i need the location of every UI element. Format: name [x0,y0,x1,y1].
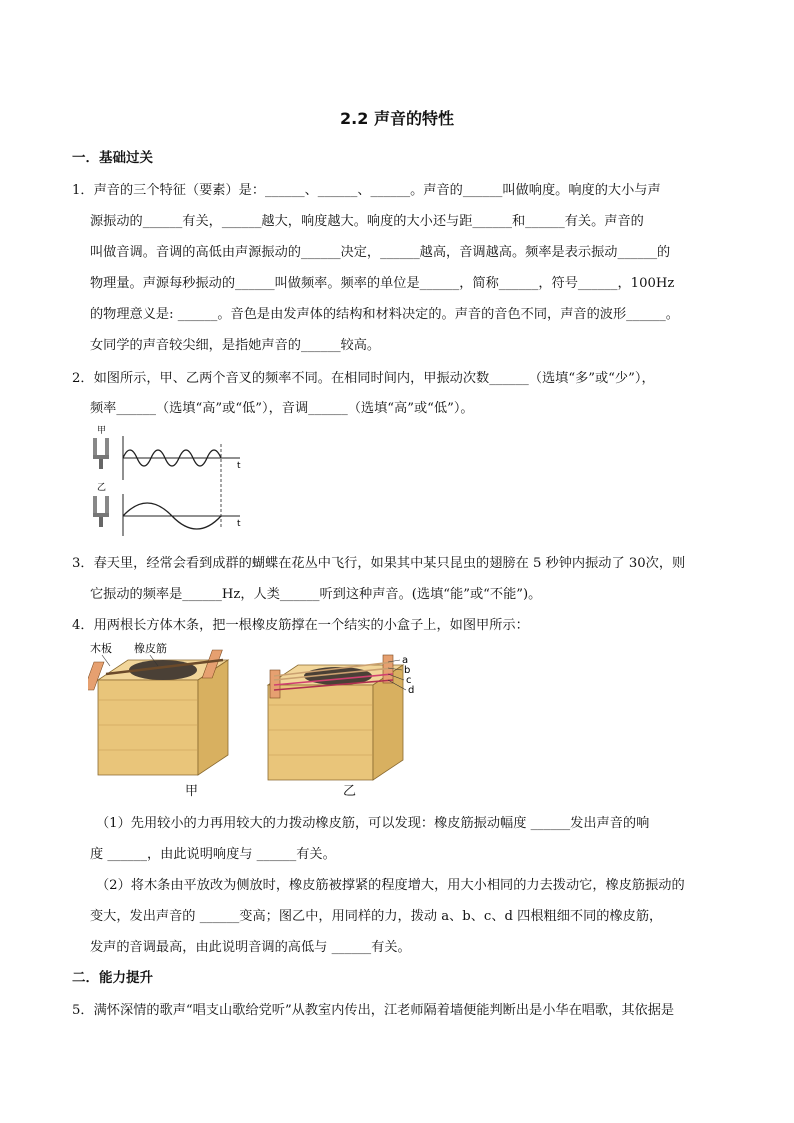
figure-caption-b: 乙 [343,784,357,799]
axis-bottom-t-label: t [237,519,241,529]
q2-line-1: 2．如图所示，甲、乙两个音叉的频率不同。在相同时间内，甲振动次数______（选填“多”或“少”）， [72,371,655,386]
q1-line-1: 1．声音的三个特征（要素）是：______、______、______。声音的______叫做响度。响度的大小与声 [72,183,661,198]
q5-line-1: 5．满怀深情的歌声“唱支山歌给党听”从教室内传出，江老师隔着墙便能判断出是小华在唱歌，其依据是 [72,1003,675,1018]
q2-line-2: 频率______（选填“高”或“低”），音调______（选填“高”或“低”）。 [90,401,474,416]
axis-top-t-label: t [237,461,241,471]
q1-line-6: 女同学的声音较尖细，是指她声音的______较高。 [90,338,381,353]
q3-line-1: 3．春天里，经常会看到成群的蝴蝶在花丛中飞行，如果其中某只昆虫的翅膀在 5 秒钟内振动了 30次，则 [72,556,686,571]
page-title: 2.2 声音的特性 [340,109,454,128]
q1-line-5: 的物理意义是: ______。音色是由发声体的结构和材料决定的。声音的音色不同，声音的波形______。 [90,307,679,322]
q4-part2-line-2: 变大，发出声音的 ______变高；图乙中，用同样的力，拨动 a、b、c、d 四根粗细不同的橡皮筋， [90,909,663,924]
q4-part2-line-3: 发声的音调最高，由此说明音调的高低与 ______有关。 [90,940,411,955]
label-c: c [406,675,412,686]
q4-part1-line-2: 度 ______，由此说明响度与 ______有关。 [90,847,336,862]
figure-caption-a: 甲 [185,784,199,799]
label-d: d [408,685,415,696]
q4-part2-line-1: （2）将木条由平放改为侧放时，橡皮筋被撑紧的程度增大，用大小相同的力去拨动它，橡皮筋振动的 [96,878,685,893]
section-heading-advanced: 二．能力提升 [72,970,153,986]
label-b: b [404,665,411,676]
q3-line-2: 它振动的频率是______Hz，人类______听到这种声音。(选填“能”或“不能”)。 [90,587,542,602]
section-heading-basic: 一．基础过关 [72,150,153,166]
q4-part1-line-1: （1）先用较小的力再用较大的力拨动橡皮筋，可以发现：橡皮筋振动幅度 ______发出声音的响 [96,816,650,831]
box-a [88,641,228,775]
fork-label-top: 甲 [97,426,107,436]
label-rubber: 橡皮筋 [134,642,167,655]
tuning-fork-bottom-icon [93,496,109,527]
label-wood: 木板 [90,642,112,655]
q1-line-4: 物理量。声源每秒振动的______叫做频率。频率的单位是______，简称______，符号______，100Hz [90,276,675,291]
q1-line-3: 叫做音调。音调的高低由声源振动的______决定，______越高，音调越高。频率是表示振动______的 [90,245,671,260]
tuning-fork-wave-figure [85,424,255,540]
q1-line-2: 源振动的______有关，______越大，响度越大。响度的大小还与距______和______有关。声音的 [90,214,644,229]
box-b [268,655,414,780]
tuning-fork-top-icon [93,438,109,469]
rubber-band-box-figure [88,640,428,805]
q4-line-1: 4．用两根长方体木条，把一根橡皮筋撑在一个结实的小盒子上，如图甲所示： [72,618,529,633]
fork-label-bottom: 乙 [97,483,107,493]
label-a: a [402,655,409,666]
